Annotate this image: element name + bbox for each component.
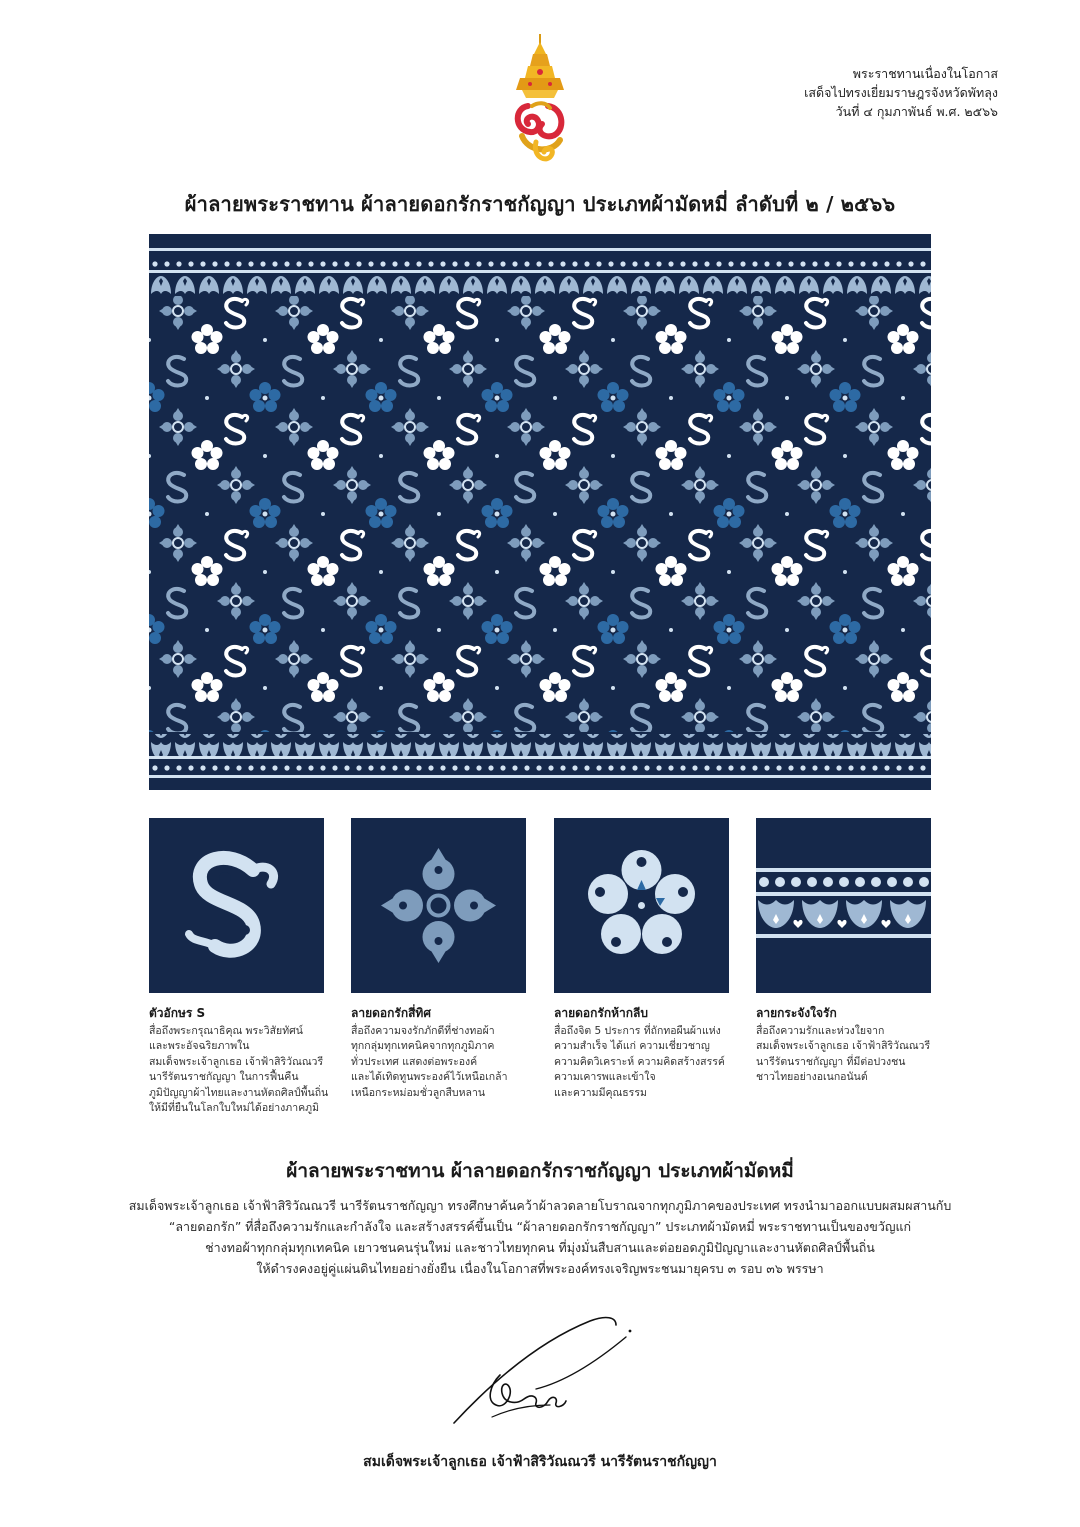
royal-emblem [508, 32, 572, 168]
motif-tiles [149, 818, 931, 993]
caption-body: สื่อถึงความรักและห่วงใยจาก สมเด็จพระเจ้าลูกเธอ เจ้าฟ้าสิริวัณณวรี นารีรัตนราชกัญญา ที่มีต่อปวงชน ชาวไทยอย่างอเนกอนันต์ [756, 1024, 931, 1083]
description-line: ให้ดำรงคงอยู่คู่แผ่นดินไทยอย่างยั่งยืน เนื่องในโอกาสที่พระองค์ทรงเจริญพระชนมายุครบ ๓ รอบ ๓๖ พรรษา [256, 1261, 824, 1276]
motif-tile-four-direction-flower [351, 818, 526, 993]
occasion-line: พระราชทานเนื่องในโอกาส [852, 66, 998, 81]
page-title: ผ้าลายพระราชทาน ผ้าลายดอกรักราชกัญญา ประเภทผ้ามัดหมี่ ลำดับที่ ๒ / ๒๕๖๖ [184, 192, 896, 216]
handwritten-signature [440, 1305, 640, 1435]
motif-tile-kranok-heart [756, 818, 931, 993]
four-direction-flower-icon [351, 818, 526, 993]
caption-body: สื่อถึงพระกรุณาธิคุณ พระวิสัยทัศน์ และพระอัจฉริยภาพใน สมเด็จพระเจ้าลูกเธอ เจ้าฟ้าสิริวัณณวรี นารีรัตนราชกัญญา ในการฟื้นคืน ภูมิปัญญาผ้าไทยและงานหัตถศิลป์พื้นถิ่น ให้มีที่ยืนในโลกใบใหม่ได้อย่างภาคภูมิ [149, 1024, 329, 1114]
five-petal-flower-icon [554, 818, 729, 993]
kranok-heart-border-icon [756, 818, 931, 993]
caption-body: สื่อถึงความจงรักภักดีที่ช่างทอผ้า ทุกกลุ่มทุกเทคนิคจากทุกภูมิภาค ทั่วประเทศ แสดงต่อพระองค์ และได้เทิดทูนพระองค์ไว้เหนือเกล้า เหนือกระหม่อมชั่วลูกสืบหลาน [351, 1024, 508, 1099]
caption-title: ตัวอักษร S [149, 1006, 206, 1020]
description-paragraph [100, 1195, 980, 1279]
caption-four-direction-flower [351, 1006, 541, 1101]
fabric-pattern-image [149, 234, 931, 790]
caption-body: สื่อถึงจิต 5 ประการ ที่ถักทอผืนผ้าแห่ง ความสำเร็จ ได้แก่ ความเชี่ยวชาญ ความคิดวิเคราะห์ ความคิดสร้างสรรค์ ความเคารพและเข้าใจ และความมีคุณธรรม [554, 1024, 725, 1099]
caption-five-petal-flower [554, 1006, 744, 1101]
s-letter-motif-icon [149, 818, 324, 993]
motif-tile-five-petal-flower [554, 818, 729, 993]
occasion-line: วันที่ ๔ กุมภาพันธ์ พ.ศ. ๒๕๖๖ [835, 104, 998, 119]
description-line: สมเด็จพระเจ้าลูกเธอ เจ้าฟ้าสิริวัณณวรี นารีรัตนราชกัญญา ทรงศึกษาค้นคว้าผ้าลวดลายโบราณจากทุกภูมิภาคของประเทศ ทรงนำมาออกแบบผสมผสานกับ [128, 1198, 952, 1213]
caption-title: ลายดอกรักห้ากลีบ [554, 1006, 648, 1020]
caption-title: ลายดอกรักสี่ทิศ [351, 1006, 431, 1020]
motif-tile-s-letter [149, 818, 324, 993]
caption-title: ลายกระจังใจรัก [756, 1006, 837, 1020]
caption-s-letter [149, 1006, 339, 1117]
caption-kranok-heart [756, 1006, 946, 1086]
occasion-text [698, 64, 998, 121]
description-line: “ลายดอกรัก” ที่สื่อถึงความรักและกำลังใจ และสร้างสรรค์ขึ้นเป็น “ผ้าลายดอกรักราชกัญญา” ประเภทผ้ามัดหมี่ พระราชทานเป็นของขวัญแก่ [168, 1219, 912, 1234]
occasion-line: เสด็จไปทรงเยี่ยมราษฎรจังหวัดพัทลุง [804, 85, 998, 100]
description-line: ช่างทอผ้าทุกกลุ่มทุกเทคนิค เยาวชนคนรุ่นใหม่ และชาวไทยทุกคน ที่มุ่งมั่นสืบสานและต่อยอดภูมิปัญญาและงานหัตถศิลป์พื้นถิ่น [205, 1240, 875, 1255]
section-title: ผ้าลายพระราชทาน ผ้าลายดอกรักราชกัญญา ประเภทผ้ามัดหมี่ [286, 1160, 794, 1182]
signer-name: สมเด็จพระเจ้าลูกเธอ เจ้าฟ้าสิริวัณณวรี นารีรัตนราชกัญญา [363, 1454, 717, 1470]
